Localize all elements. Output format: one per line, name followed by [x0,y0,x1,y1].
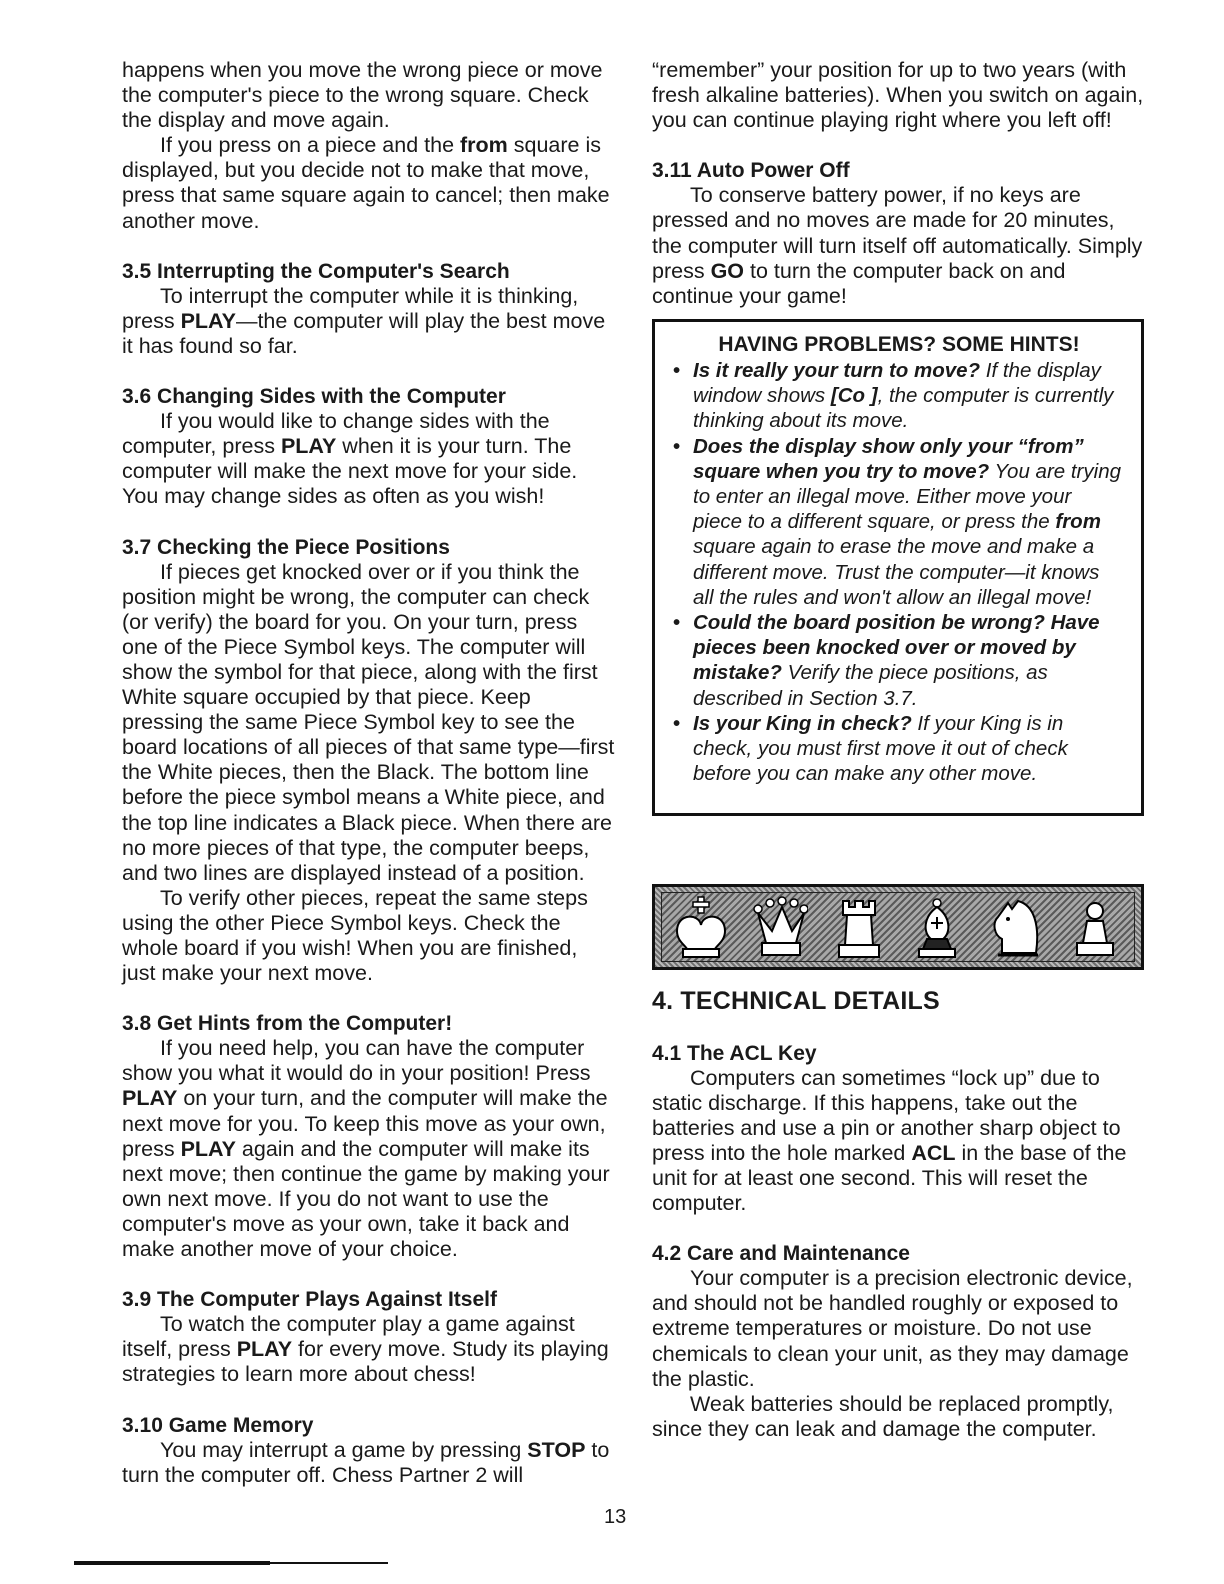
section-4-2-heading: 4.2 Care and Maintenance [652,1242,910,1266]
section-3-7-heading: 3.7 Checking the Piece Positions [122,535,450,559]
king-icon [673,895,729,961]
hint-item: • Could the board position be wrong? Have pieces been knocked over or moved by mistake? Verify the piece positions, as described in Section 3.7. [673,611,1100,710]
hints-box [652,319,1144,816]
hints-title: HAVING PROBLEMS? SOME HINTS! [718,332,1080,356]
chess-pieces-banner [652,884,1144,970]
section-3-8-heading: 3.8 Get Hints from the Computer! [122,1012,453,1036]
section-3-11-heading: 3.11 Auto Power Off [652,159,850,183]
left-column [122,58,616,1488]
cancel-paragraph: If you press on a piece and the from square is displayed, but you decide not to make that move, press that same square again to cancel; then make another move. [122,133,610,233]
rook-icon [831,895,887,961]
section-3-10-text: You may interrupt a game by pressing STOP to turn the computer off. Chess Partner 2 will [122,1437,610,1487]
section-3-7-text-2: To verify other pieces, repeat the same steps using the other Piece Symbol keys. Check the whole board if you wish! When you are finished, just make your next move. [122,885,588,986]
hint-item: • Is your King in check? If your King is in check, you must first move it out of check before you can make any other move. [673,711,1068,786]
section-4-1-text: Computers can sometimes “lock up” due to static discharge. If this happens, take out the batteries and use a pin or another sharp object to press into the hole marked ACL in the base of the unit for at least one second. This will reset the computer. [652,1065,1127,1216]
section-3-5-heading: 3.5 Interrupting the Computer's Search [122,259,510,283]
pawn-icon [1067,895,1123,961]
hint-item: • Does the display show only your “from” square when you try to move? You are trying to enter an illegal move. Either move your piece to a different square, or press the from square again to erase the move and make a different move. Trust the computer—it knows all the rules and won't allow an illegal move! [673,434,1121,609]
section-3-8-text: If you need help, you can have the computer show you what it would do in your position! Press PLAY on your turn, and the computer will make the next move for you. To keep this move as your own, press PLAY again and the computer will make its next move; then continue the game by making your own next move. If you do not want to use the computer's move as your own, take it back and make another move of your choice. [122,1036,610,1262]
intro-paragraph: happens when you move the wrong piece or move the computer's piece to the wrong square. Check the display and move again. [122,58,603,133]
bullet-icon: • [673,711,681,735]
section-4-2-text-2: Weak batteries should be replaced promptly, since they can leak and damage the computer. [652,1391,1114,1441]
section-3-6-heading: 3.6 Changing Sides with the Computer [122,385,506,409]
hint-item: • Is it really your turn to move? If the display window shows [Co ], the computer is currently thinking about its move. [673,359,1114,433]
continuation-paragraph: “remember” your position for up to two years (with fresh alkaline batteries). When you switch on again, you can continue playing right where you left off! [652,58,1144,133]
divider [74,1561,270,1565]
bullet-icon: • [673,359,681,383]
right-column [652,58,1144,1442]
section-3-6-text: If you would like to change sides with the computer, press PLAY when it is your turn. The computer will make the next move for your side. You may change sides as often as you wish! [122,409,578,509]
section-3-9-text: To watch the computer play a game against itself, press PLAY for every move. Study its playing strategies to learn more about chess! [122,1312,609,1387]
queen-icon [752,895,808,961]
section-3-5-text: To interrupt the computer while it is thinking, press PLAY—the computer will play the best move it has found so far. [122,283,606,358]
bullet-icon: • [673,434,681,458]
knight-icon [988,895,1044,961]
section-4-1-heading: 4.1 The ACL Key [652,1041,817,1065]
bullet-icon: • [673,611,681,635]
section-4-2-text: Your computer is a precision electronic device, and should not be handled roughly or exposed to extreme temperatures or moisture. Do not use chemicals to clean your unit, as they may damage the plastic. [652,1266,1133,1391]
section-3-9-heading: 3.9 The Computer Plays Against Itself [122,1288,497,1312]
section-3-11-text: To conserve battery power, if no keys are pressed and no moves are made for 20 minutes, the computer will turn itself off automatically. Simply press GO to turn the computer back on and continue your game! [652,183,1143,308]
section-3-10-heading: 3.10 Game Memory [122,1413,314,1437]
page-number: 13 [604,1506,627,1528]
section-3-7-text: If pieces get knocked over or if you think the position might be wrong, the computer can check (or verify) the board for you. On your turn, press one of the Piece Symbol keys. The computer will show the symbol for that piece, along with the first White square occupied by that piece. Keep pressing the same Piece Symbol key to see the board locations of all pieces of that same type—first the White pieces, then the Black. The bottom line before the piece symbol means a White piece, and the top line indicates a Black piece. When there are no more pieces of that type, the computer beeps, and two lines are displayed instead of a position. [122,559,615,885]
section-4-title: 4. TECHNICAL DETAILS [652,986,940,1015]
bishop-icon [909,895,965,961]
